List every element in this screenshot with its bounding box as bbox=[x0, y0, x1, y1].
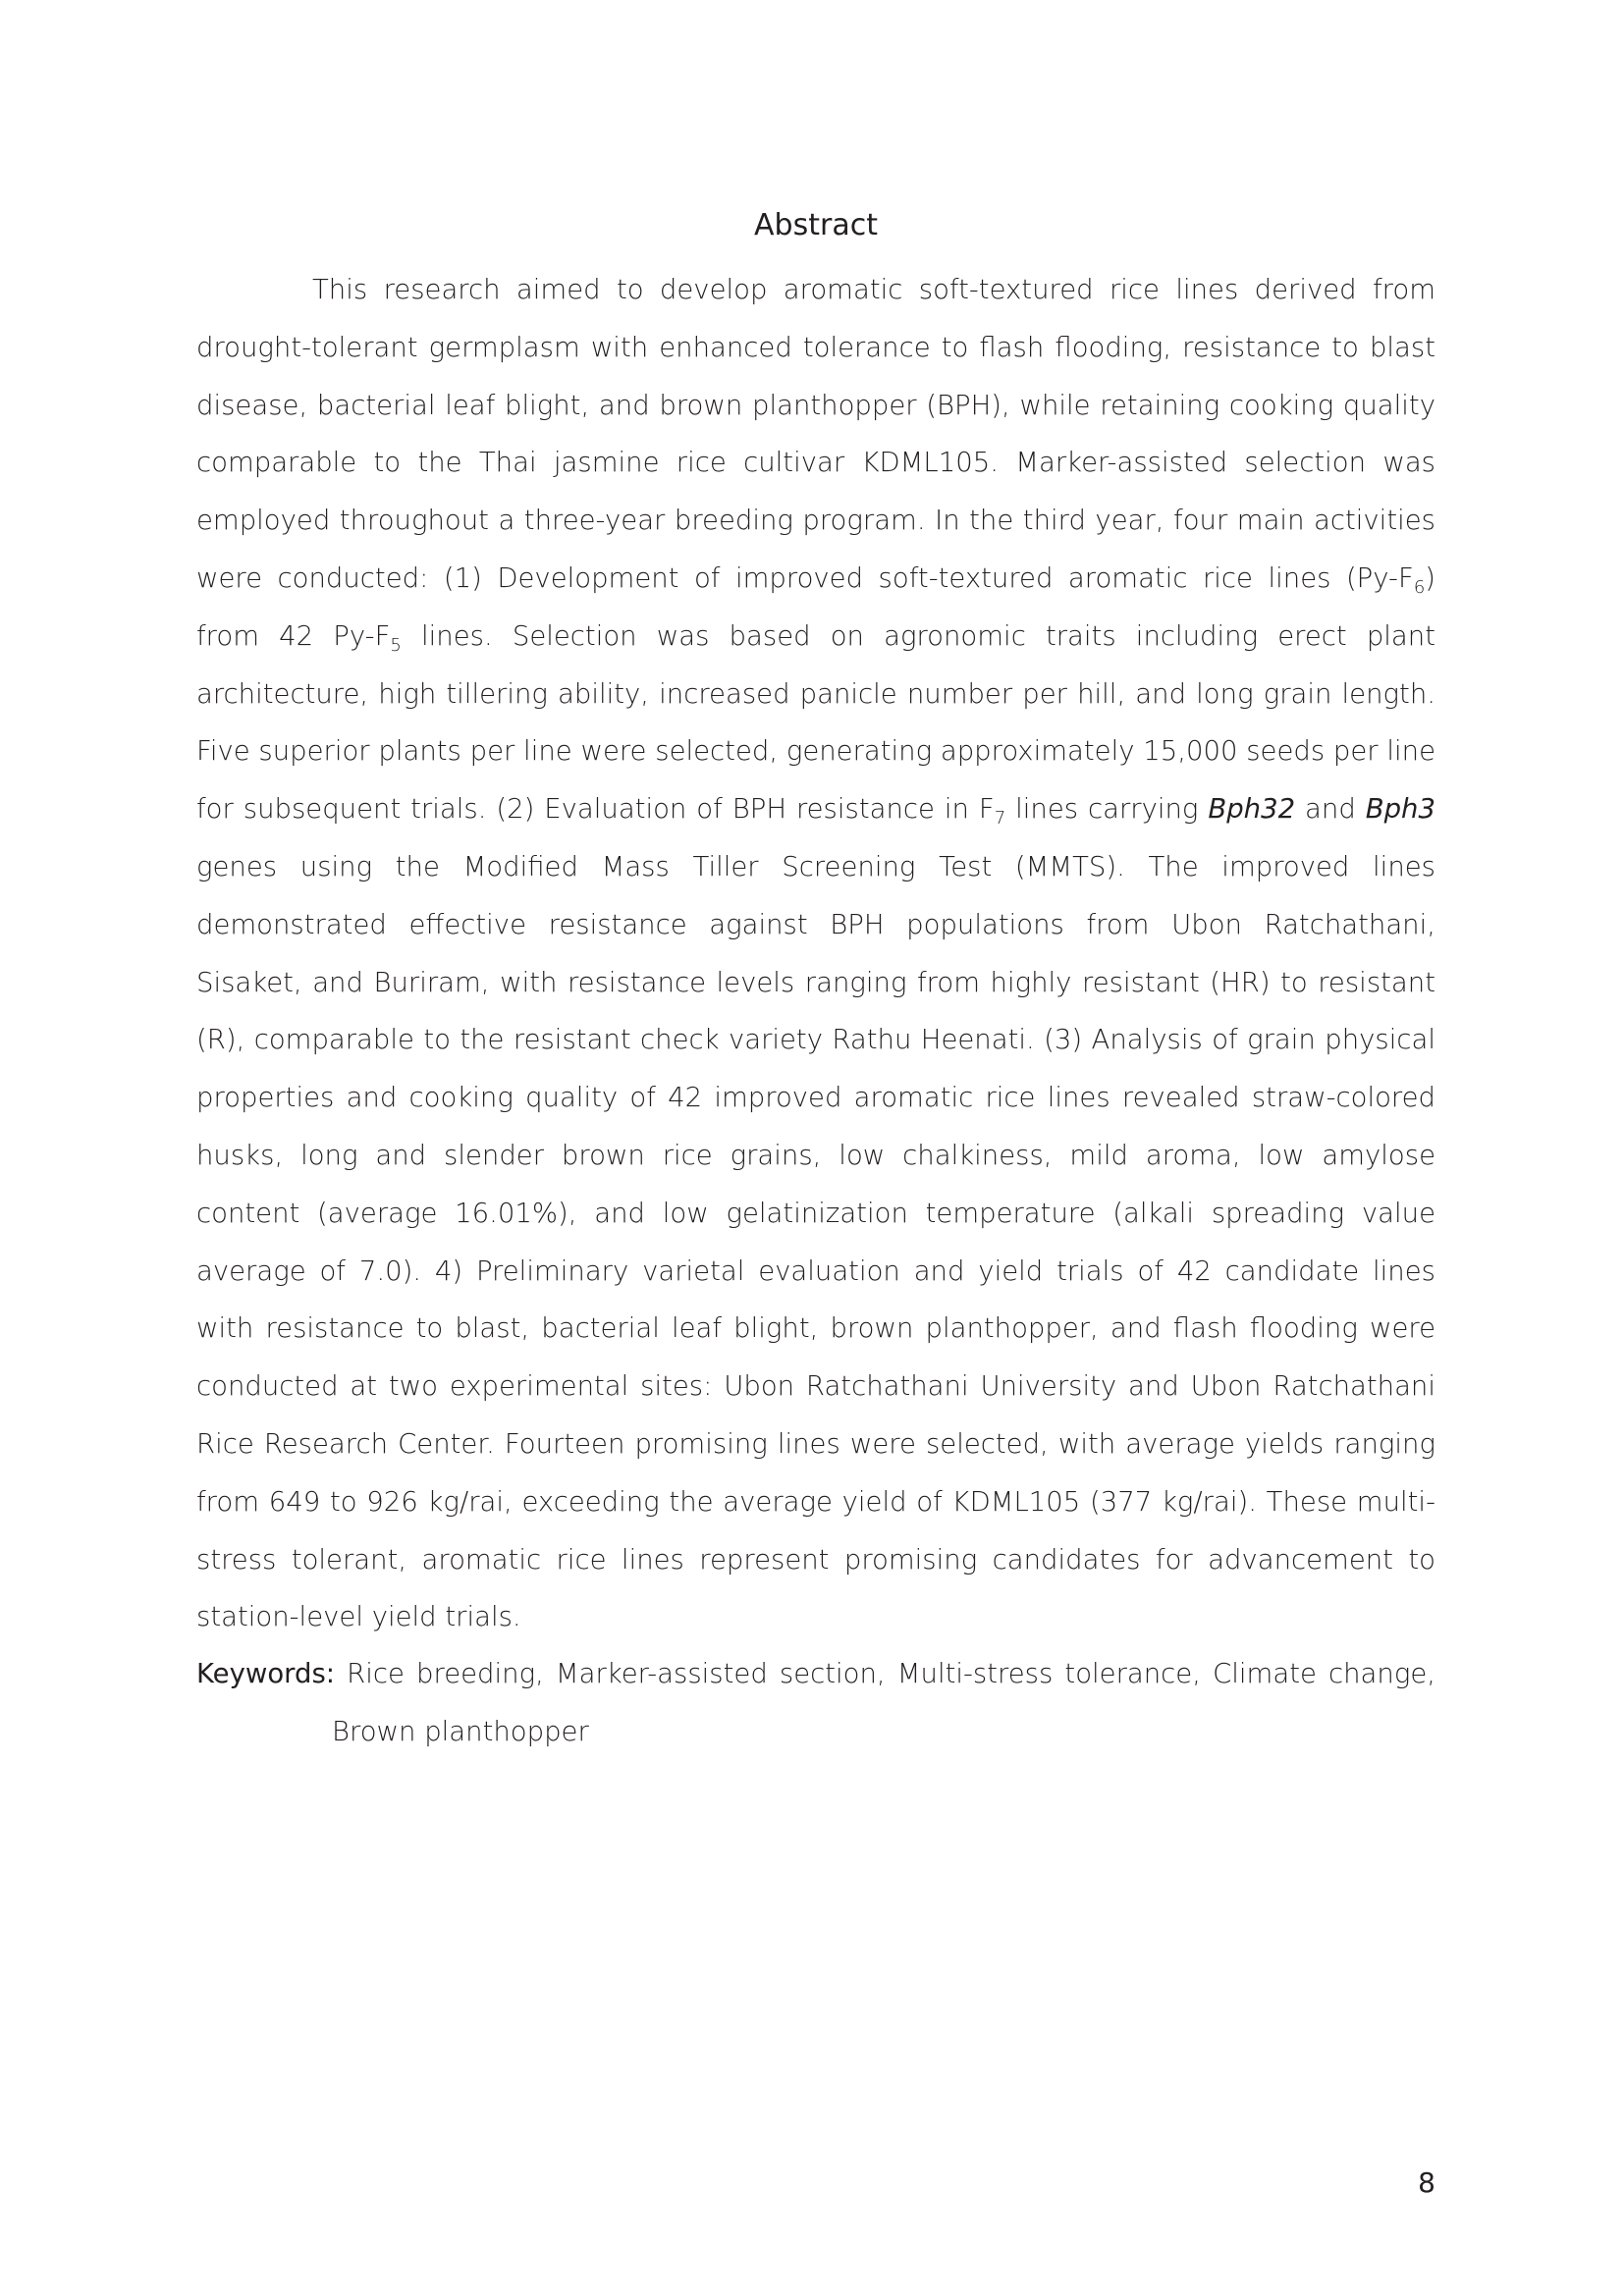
abstract-text-3: lines. Selection was based on agronomic traits including erect plant architecture, high tillering ability, increased panicle number per hill, and long grain length. Five superior plants per line were selected, generating approximately 15,000 seeds per line for subsequent trials. (2) Evaluation of BPH resistance in F bbox=[196, 619, 1435, 826]
abstract-text-4: lines carrying bbox=[1005, 793, 1209, 826]
abstract-text-1: This research aimed to develop aromatic soft-textured rice lines derived from drought-tolerant germplasm with enhanced tolerance to flash flooding, resistance to blast disease, bacterial leaf blight, and brown planthopper (BPH), while retaining cooking quality comparable to the Thai jasmine rice cultivar KDML105. Marker-assisted selection was employed throughout a three-year breeding program. In the third year, four main activities were conducted: (1) Development of improved soft-textured aromatic rice lines (Py-F bbox=[196, 274, 1435, 594]
subscript-7: 7 bbox=[994, 808, 1006, 829]
keywords-list: Rice breeding, Marker-assisted section, Multi-stress tolerance, Climate change, Brown planthopper bbox=[332, 1658, 1435, 1747]
subscript-5: 5 bbox=[390, 634, 402, 656]
keywords-label: Keywords: bbox=[196, 1658, 336, 1689]
abstract-text-2: ) from 42 Py-F bbox=[196, 561, 1435, 652]
abstract-paragraph bbox=[196, 261, 1435, 1646]
abstract-text-6: genes using the Modified Mass Tiller Screening Test (MMTS). The improved lines demonstrated effective resistance against BPH populations from Ubon Ratchathani, Sisaket, and Buriram, with resistance levels ranging from highly resistant (HR) to resistant (R), comparable to the resistant check variety Rathu Heenati. (3) Analysis of grain physical properties and cooking quality of 42 improved aromatic rice lines revealed straw-colored husks, long and slender brown rice grains, low chalkiness, mild aroma, low amylose content (average 16.01%), and low gelatinization temperature (alkali spreading value average of 7.0). 4) Preliminary varietal evaluation and yield trials of 42 candidate lines with resistance to blast, bacterial leaf blight, brown planthopper, and flash flooding were conducted at two experimental sites: Ubon Ratchathani University and Ubon Ratchathani Rice Research Center. Fourteen promising lines were selected, with average yields ranging from 649 to 926 kg/rai, exceeding the average yield of KDML105 (377 kg/rai). These multi-stress tolerant, aromatic rice lines represent promising candidates for advancement to station-level yield trials. bbox=[196, 850, 1435, 1633]
subscript-6: 6 bbox=[1413, 576, 1426, 598]
keywords-paragraph bbox=[196, 1645, 1435, 1761]
page-number: 8 bbox=[1418, 2166, 1435, 2199]
abstract-text-5: and bbox=[1295, 793, 1366, 826]
gene-name-bph3: Bph3 bbox=[1365, 793, 1435, 826]
gene-name-bph32: Bph32 bbox=[1208, 793, 1296, 826]
abstract-heading: Abstract bbox=[754, 208, 878, 242]
